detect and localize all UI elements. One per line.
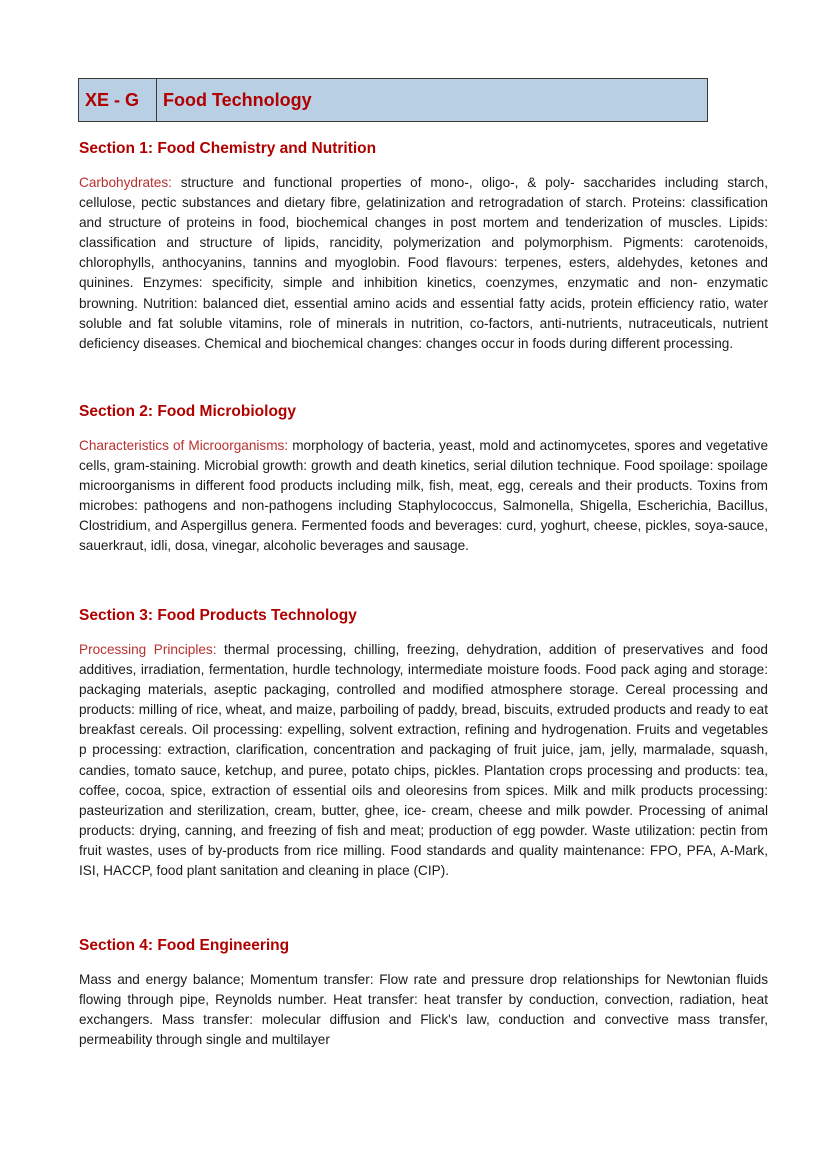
section-body (79, 173, 768, 354)
subject-code: XE - G (79, 79, 157, 121)
section-food-chemistry (79, 139, 768, 354)
section-text: structure and functional properties of mono-, oligo-, & poly- saccharides including starch, cellulose, pectic substances and dietary fibre, gelatinization and retrogradation of starch. Proteins: classification and structure of proteins in food, biochemical changes in post mortem and tenderization of muscles. Lipids: classification and structure of lipids, rancidity, polymerization and polymorphism. Pigments: carotenoids, chlorophylls, anthocyanins, tannins and myoglobin. Food flavours: terpenes, esters, aldehydes, ketones and quinines. Enzymes: specificity, simple and inhibition kinetics, coenzymes, enzymatic and non- enzymatic browning. Nutrition: balanced diet, essential amino acids and essential fatty acids, protein efficiency ratio, water soluble and fat soluble vitamins, role of minerals in nutrition, co-factors, anti-nutrients, nutraceuticals, nutrient deficiency diseases. Chemical and biochemical changes: changes occur in foods during different processing. (79, 175, 768, 351)
section-heading: Section 1: Food Chemistry and Nutrition (79, 140, 377, 157)
subject-title: Food Technology (163, 89, 312, 110)
section-food-products-technology (79, 606, 768, 881)
section-heading: Section 4: Food Engineering (79, 937, 290, 954)
subject-header-table (78, 78, 708, 122)
section-text: morphology of bacteria, yeast, mold and actinomycetes, spores and vegetative cells, gram-staining. Microbial growth: growth and death kinetics, serial dilution technique. Food spoilage: spoilage microorganisms in different food products including milk, fish, meat, egg, cereals and their products. Toxins from microbes: pathogens and non-pathogens including Staphylococcus, Salmonella, Shigella, Escherichia, Bacillus, Clostridium, and Aspergillus genera. Fermented foods and beverages: curd, yoghurt, cheese, pickles, soya-sauce, sauerkraut, idli, dosa, vinegar, alcoholic beverages and sausage. (79, 438, 769, 554)
section-food-engineering (79, 936, 768, 1050)
section-lead-term: Carbohydrates: (79, 175, 172, 190)
section-heading: Section 2: Food Microbiology (79, 403, 296, 420)
section-body (79, 970, 768, 1050)
section-body (79, 436, 768, 557)
section-lead-term: Characteristics of Microorganisms: (79, 438, 289, 453)
section-text: Mass and energy balance; Momentum transfer: Flow rate and pressure drop relationships for Newtonian fluids flowing through pipe, Reynolds number. Heat transfer: heat transfer by conduction, convection, radiation, heat exchangers. Mass transfer: molecular diffusion and Flick's law, conduction and convective mass transfer, permeability through single and multilayer (79, 972, 768, 1048)
section-food-microbiology (79, 402, 768, 557)
section-text: thermal processing, chilling, freezing, dehydration, addition of preservatives and food additives, irradiation, fermentation, hurdle technology, intermediate moisture foods. Food pack aging and storage: packaging materials, aseptic packaging, controlled and modified atmosphere storage. Cereal processing and products: milling of rice, wheat, and maize, parboiling of paddy, bread, biscuits, extruded products and ready to eat breakfast cereals. Oil processing: expelling, solvent extraction, refining and hydrogenation. Fruits and vegetables p processing: extraction, clarification, concentration and packaging of fruit juice, jam, jelly, marmalade, squash, candies, tomato sauce, ketchup, and puree, potato chips, pickles. Plantation crops processing and products: tea, coffee, cocoa, spice, extraction of essential oils and oleoresins from spices. Milk and milk products processing: pasteurization and sterilization, cream, butter, ghee, ice- cream, cheese and milk powder. Processing of animal products: drying, canning, and freezing of fish and meat; production of egg powder. Waste utilization: pectin from fruit wastes, uses of by-products from rice milling. Food standards and quality maintenance: FPO, PFA, A-Mark, ISI, HACCP, food plant sanitation and cleaning in place (CIP). (79, 642, 768, 879)
section-lead-term: Processing Principles: (79, 642, 217, 657)
section-heading: Section 3: Food Products Technology (79, 607, 357, 624)
section-body (79, 640, 768, 881)
